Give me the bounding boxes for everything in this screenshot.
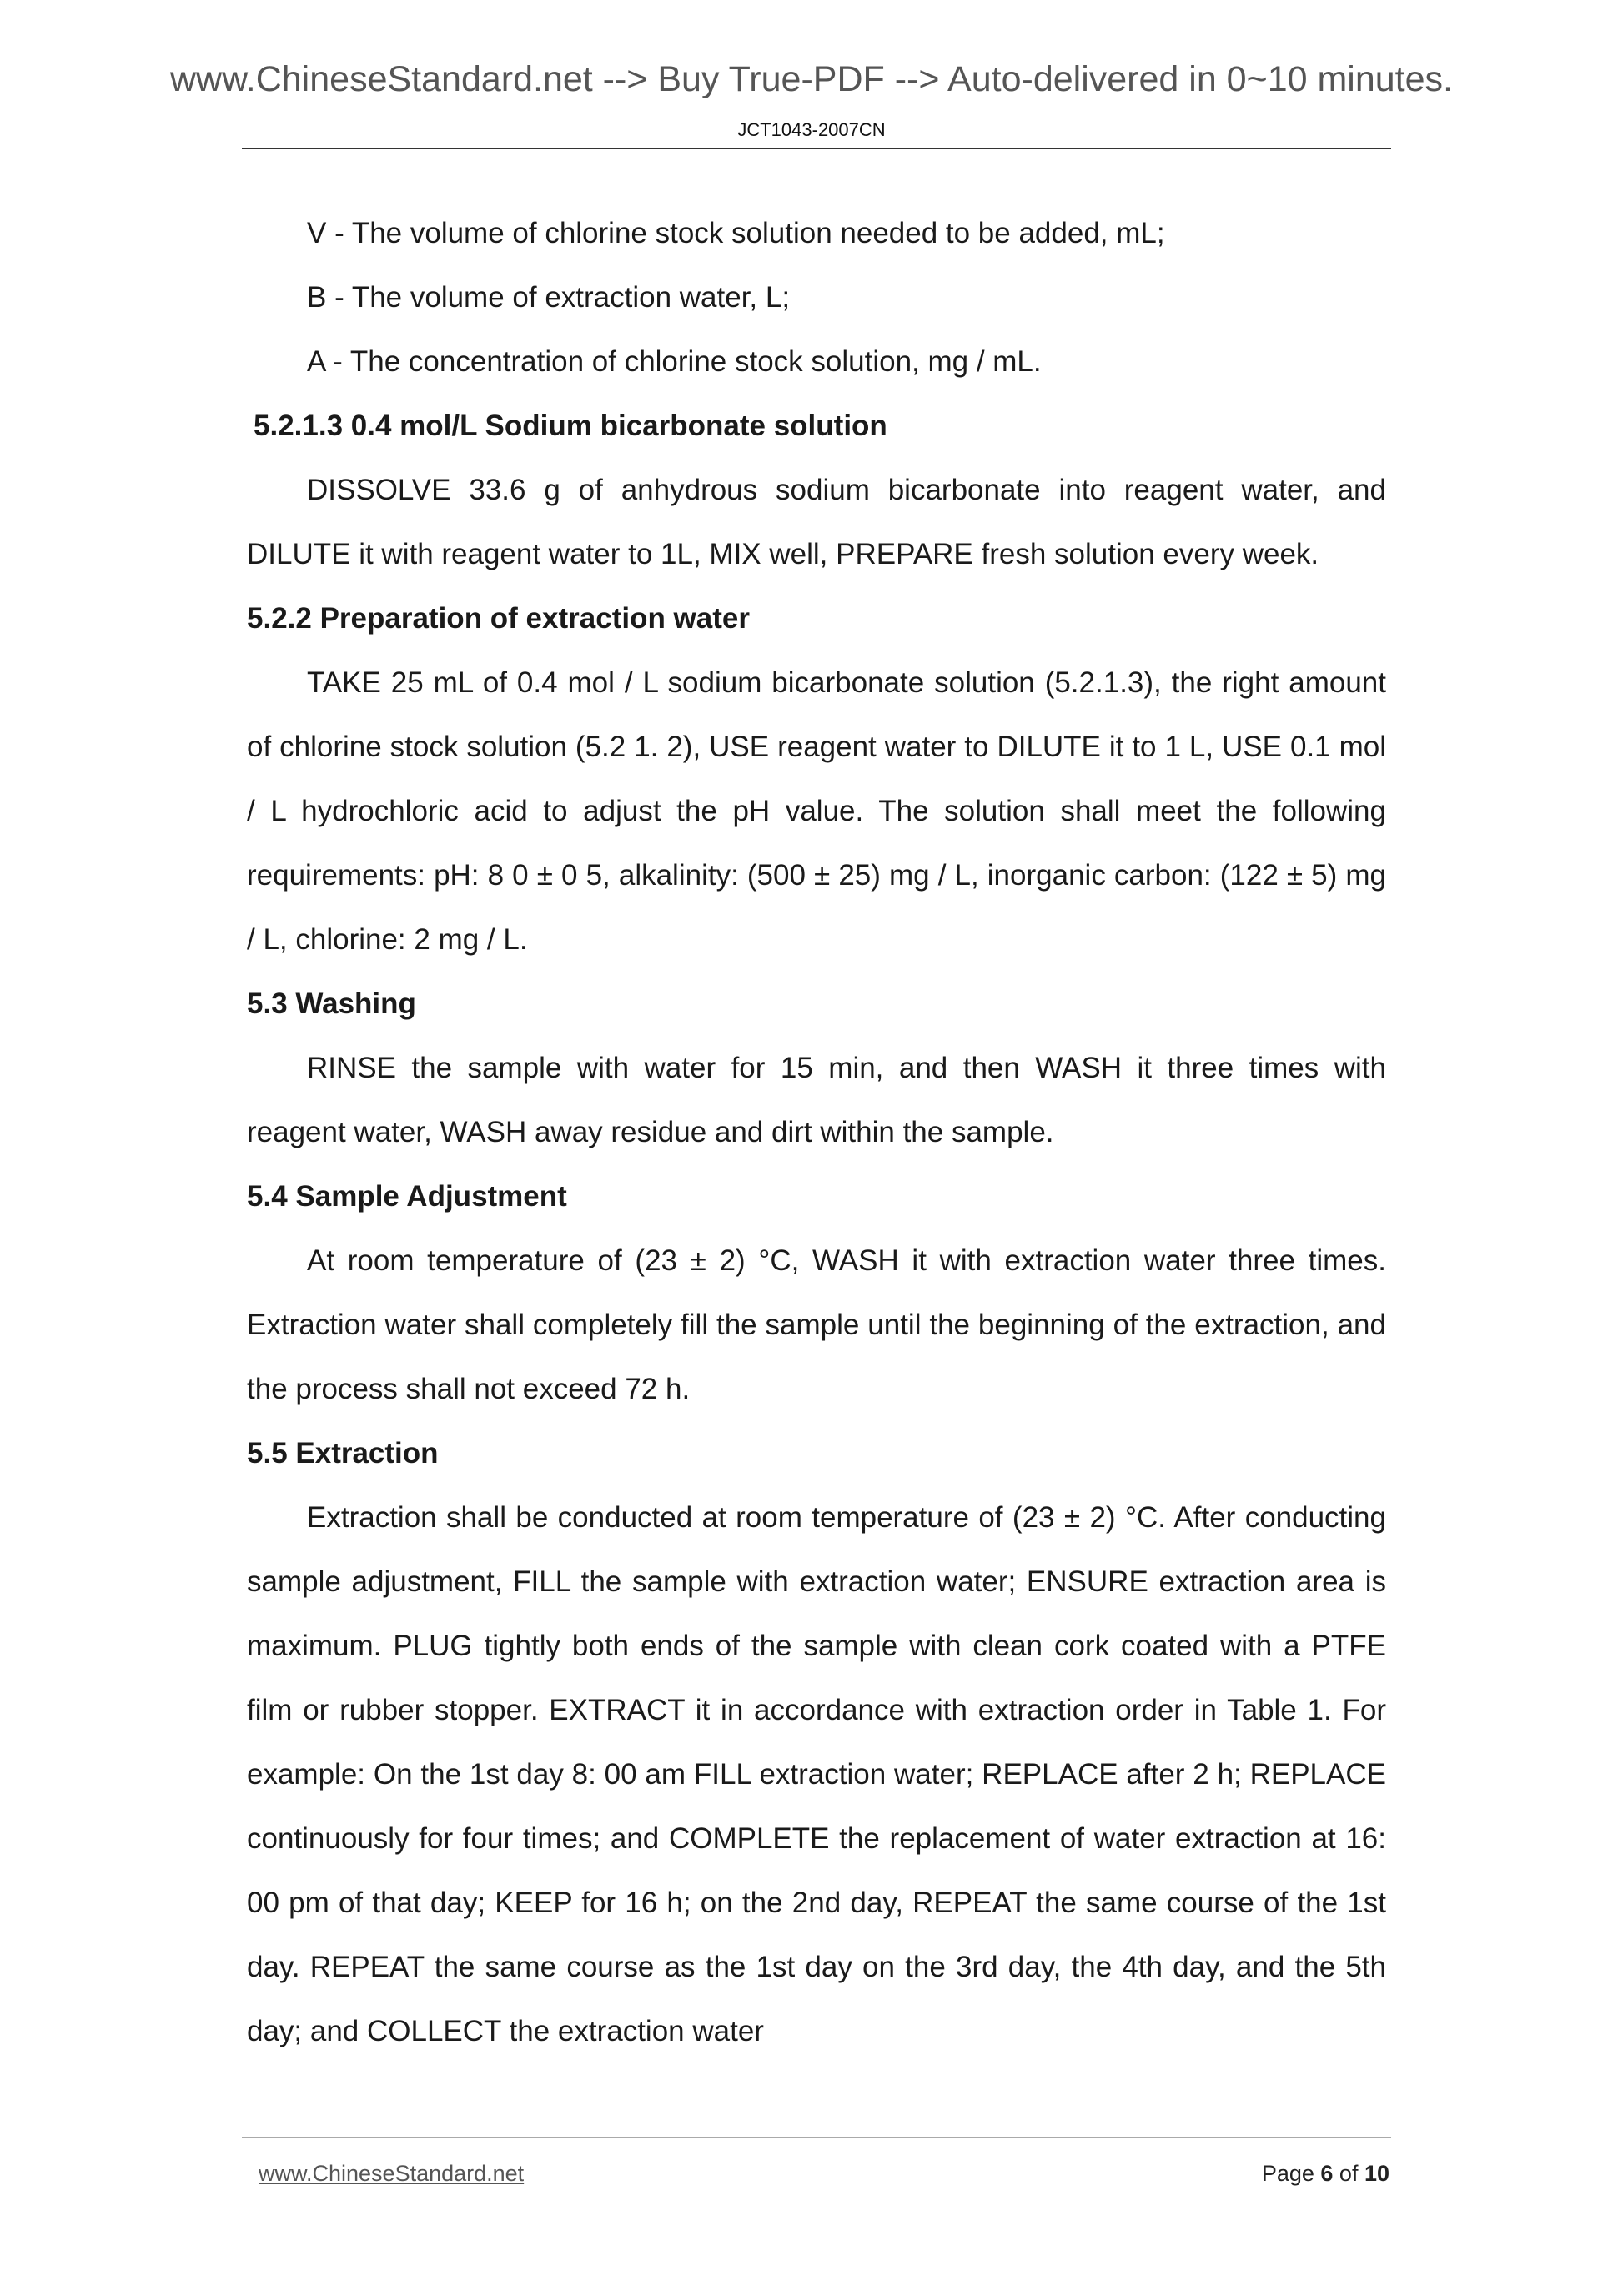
site-banner[interactable]: www.ChineseStandard.net --> Buy True-PDF --> Auto-delivered in 0~10 minutes. xyxy=(169,59,1453,99)
page-total: 10 xyxy=(1364,2161,1389,2186)
document-id: JCT1043-2007CN xyxy=(737,119,886,140)
document-body xyxy=(247,201,1386,2063)
page-mid: of xyxy=(1333,2161,1364,2186)
definition-b: B - The volume of extraction water, L; xyxy=(307,281,791,314)
paragraph-5-3: RINSE the sample with water for 15 min, and then WASH it three times with reagent water, WASH away residue and dirt within the sample. xyxy=(247,1052,1386,1148)
definition-a: A - The concentration of chlorine stock solution, mg / mL. xyxy=(307,345,1042,378)
paragraph-5-2-2: TAKE 25 mL of 0.4 mol / L sodium bicarbonate solution (5.2.1.3), the right amount of chlorine stock solution (5.2 1. 2), USE reagent water to DILUTE it to 1 L, USE 0.1 mol / L hydrochloric acid to adjust the pH value. The solution shall meet the following requirements: pH: 8 0 ± 0 5, alkalinity: (500 ± 25) mg / L, inorganic carbon: (122 ± 5) mg / L, chlorine: 2 mg / L. xyxy=(247,666,1386,956)
footer-site-link[interactable]: www.ChineseStandard.net xyxy=(259,2161,525,2186)
header-divider xyxy=(242,148,1391,149)
page-number xyxy=(1262,2163,1389,2185)
section-heading-5-4: 5.4 Sample Adjustment xyxy=(247,1180,567,1213)
page-current: 6 xyxy=(1320,2161,1334,2186)
paragraph-5-2-1-3: DISSOLVE 33.6 g of anhydrous sodium bicarbonate into reagent water, and DILUTE it with reagent water to 1L, MIX well, PREPARE fresh solution every week. xyxy=(247,474,1386,570)
footer-divider xyxy=(242,2137,1391,2138)
paragraph-5-4: At room temperature of (23 ± 2) °C, WASH it with extraction water three times. Extraction water shall completely fill the sample until the beginning of the extraction, and the process shall not exceed 72 h. xyxy=(247,1244,1386,1405)
section-heading-5-2-2: 5.2.2 Preparation of extraction water xyxy=(247,602,750,635)
page-prefix: Page xyxy=(1261,2161,1321,2186)
definition-v: V - The volume of chlorine stock solution needed to be added, mL; xyxy=(307,217,1165,249)
section-heading-5-2-1-3: 5.2.1.3 0.4 mol/L Sodium bicarbonate solution xyxy=(254,409,887,442)
section-heading-5-3: 5.3 Washing xyxy=(247,987,416,1020)
paragraph-5-5: Extraction shall be conducted at room temperature of (23 ± 2) °C. After conducting sample adjustment, FILL the sample with extraction water; ENSURE extraction area is maximum. PLUG tightly both ends of the sample with clean cork coated with a PTFE film or rubber stopper. EXTRACT it in accordance with extraction order in Table 1. For example: On the 1st day 8: 00 am FILL extraction water; REPLACE after 2 h; REPLACE continuously for four times; and COMPLETE the replacement of water extraction at 16: 00 pm of that day; KEEP for 16 h; on the 2nd day, REPEAT the same course of the 1st day. REPEAT the same course as the 1st day on the 3rd day, the 4th day, and the 5th day; and COLLECT the extraction water xyxy=(247,1501,1386,2047)
section-heading-5-5: 5.5 Extraction xyxy=(247,1437,439,1470)
